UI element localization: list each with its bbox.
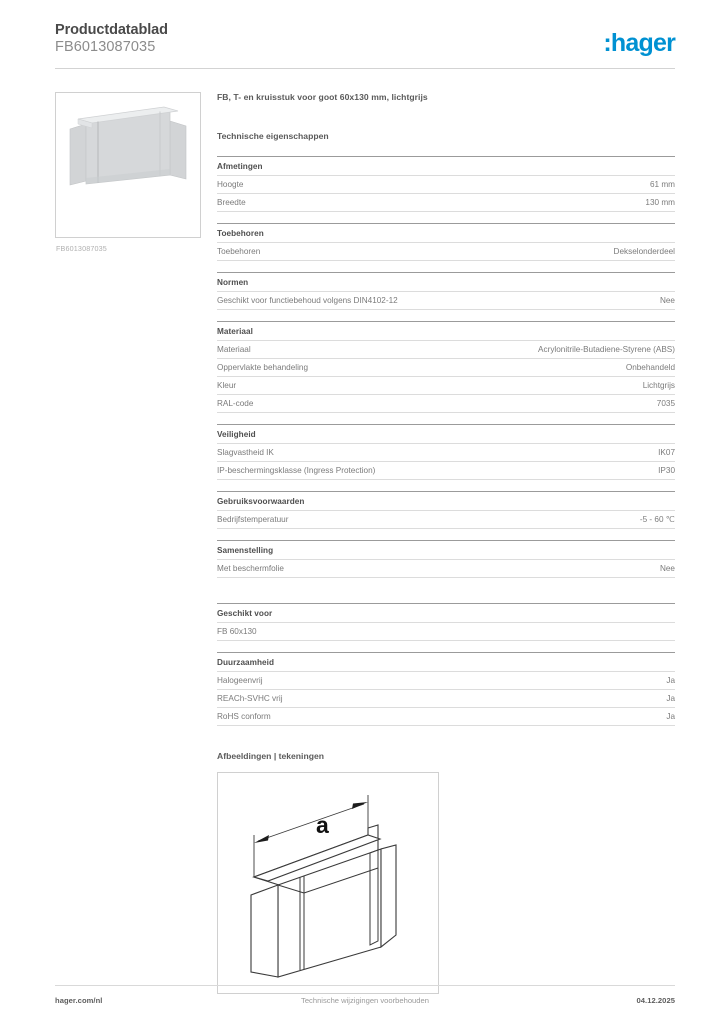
row-value: Lichtgrijs bbox=[642, 380, 675, 390]
table-row bbox=[217, 376, 675, 394]
hager-logo[interactable]: :hager bbox=[603, 29, 675, 57]
table-row bbox=[217, 510, 675, 529]
spacer bbox=[217, 212, 675, 223]
table-row bbox=[217, 394, 675, 413]
spec-group-heading: Normen bbox=[217, 272, 675, 291]
row-value: -5 - 60 ℃ bbox=[639, 514, 675, 524]
row-label: Oppervlakte behandeling bbox=[217, 362, 309, 372]
dimension-label-a: a bbox=[316, 812, 329, 838]
spec-group bbox=[217, 272, 675, 310]
table-row bbox=[217, 443, 675, 461]
table-row bbox=[217, 175, 675, 193]
spacer bbox=[217, 261, 675, 272]
row-label: RAL-code bbox=[217, 398, 254, 408]
row-label: Halogeenvrij bbox=[217, 675, 263, 685]
product-reference: FB6013087035 bbox=[55, 39, 156, 55]
specifications-table bbox=[217, 156, 675, 578]
spec-group-heading: Toebehoren bbox=[217, 223, 675, 242]
product-title: FB, T- en kruisstuk voor goot 60x130 mm, lichtgrijs bbox=[217, 92, 428, 102]
sustainability-group bbox=[217, 652, 675, 726]
row-label: REACh-SVHC vrij bbox=[217, 693, 283, 703]
spec-group-heading: Veiligheid bbox=[217, 424, 675, 443]
page-footer bbox=[55, 996, 675, 1010]
spacer bbox=[217, 529, 675, 540]
row-label: RoHS conform bbox=[217, 711, 271, 721]
row-label: Materiaal bbox=[217, 344, 251, 354]
row-label: Bedrijfstemperatuur bbox=[217, 514, 289, 524]
technical-drawing-icon bbox=[218, 773, 438, 993]
spec-group bbox=[217, 491, 675, 529]
spacer bbox=[217, 413, 675, 424]
product-photo-icon bbox=[56, 93, 200, 237]
spec-group bbox=[217, 223, 675, 261]
row-label: Hoogte bbox=[217, 179, 244, 189]
product-image-box[interactable] bbox=[55, 92, 201, 238]
technical-drawing-box[interactable] bbox=[217, 772, 439, 994]
row-label: Breedte bbox=[217, 197, 246, 207]
table-row bbox=[217, 193, 675, 212]
row-label: Toebehoren bbox=[217, 246, 261, 256]
spacer bbox=[217, 641, 675, 652]
spacer bbox=[217, 480, 675, 491]
row-label: Met beschermfolie bbox=[217, 563, 284, 573]
spec-group-heading: Samenstelling bbox=[217, 540, 675, 559]
table-row bbox=[217, 559, 675, 578]
row-value: Nee bbox=[659, 563, 675, 573]
compatibility-group bbox=[217, 603, 675, 641]
row-label: Slagvastheid IK bbox=[217, 447, 274, 457]
spec-group bbox=[217, 540, 675, 578]
page-header bbox=[55, 22, 675, 68]
row-value: 61 mm bbox=[649, 179, 675, 189]
table-row bbox=[217, 358, 675, 376]
footer-divider bbox=[55, 985, 675, 986]
footer-date: 04.12.2025 bbox=[636, 996, 675, 1005]
drawings-heading: Afbeeldingen | tekeningen bbox=[217, 751, 324, 761]
table-row bbox=[217, 689, 675, 707]
footer-website-link[interactable]: hager.com/nl bbox=[55, 996, 103, 1005]
table-row bbox=[217, 622, 675, 641]
spacer bbox=[217, 726, 675, 751]
row-label: Geschikt voor functiebehoud volgens DIN4102-12 bbox=[217, 295, 398, 305]
table-row bbox=[217, 671, 675, 689]
table-row bbox=[217, 242, 675, 261]
spec-group bbox=[217, 156, 675, 212]
spacer bbox=[217, 310, 675, 321]
row-value: IK07 bbox=[658, 447, 675, 457]
table-row bbox=[217, 340, 675, 358]
header-divider bbox=[55, 68, 675, 69]
row-label: Kleur bbox=[217, 380, 237, 390]
page-title: Productdatablad bbox=[55, 22, 168, 38]
spec-group-heading: Afmetingen bbox=[217, 156, 675, 175]
compatibility-heading: Geschikt voor bbox=[217, 603, 675, 622]
row-value: Ja bbox=[666, 675, 675, 685]
row-value: Nee bbox=[659, 295, 675, 305]
footer-disclaimer: Technische wijzigingen voorbehouden bbox=[301, 996, 429, 1005]
table-row bbox=[217, 291, 675, 310]
table-row bbox=[217, 707, 675, 726]
content-column bbox=[217, 92, 675, 994]
spec-group-heading: Gebruiksvoorwaarden bbox=[217, 491, 675, 510]
spacer bbox=[217, 578, 675, 603]
table-row bbox=[217, 461, 675, 480]
spec-group bbox=[217, 321, 675, 413]
row-label: FB 60x130 bbox=[217, 626, 257, 636]
row-value: Dekselonderdeel bbox=[613, 246, 675, 256]
row-value: Acrylonitrile-Butadiene-Styrene (ABS) bbox=[538, 344, 675, 354]
spec-group bbox=[217, 424, 675, 480]
row-value: 7035 bbox=[656, 398, 675, 408]
sustainability-heading: Duurzaamheid bbox=[217, 652, 675, 671]
row-value: Ja bbox=[666, 711, 675, 721]
row-value: 130 mm bbox=[645, 197, 675, 207]
sustainability-rows bbox=[217, 671, 675, 726]
row-label: IP-beschermingsklasse (Ingress Protection) bbox=[217, 465, 376, 475]
spec-group-heading: Materiaal bbox=[217, 321, 675, 340]
row-value: Onbehandeld bbox=[625, 362, 675, 372]
technical-properties-heading: Technische eigenschappen bbox=[217, 131, 329, 141]
product-image-caption: FB6013087035 bbox=[56, 244, 107, 253]
row-value: Ja bbox=[666, 693, 675, 703]
row-value: IP30 bbox=[658, 465, 675, 475]
